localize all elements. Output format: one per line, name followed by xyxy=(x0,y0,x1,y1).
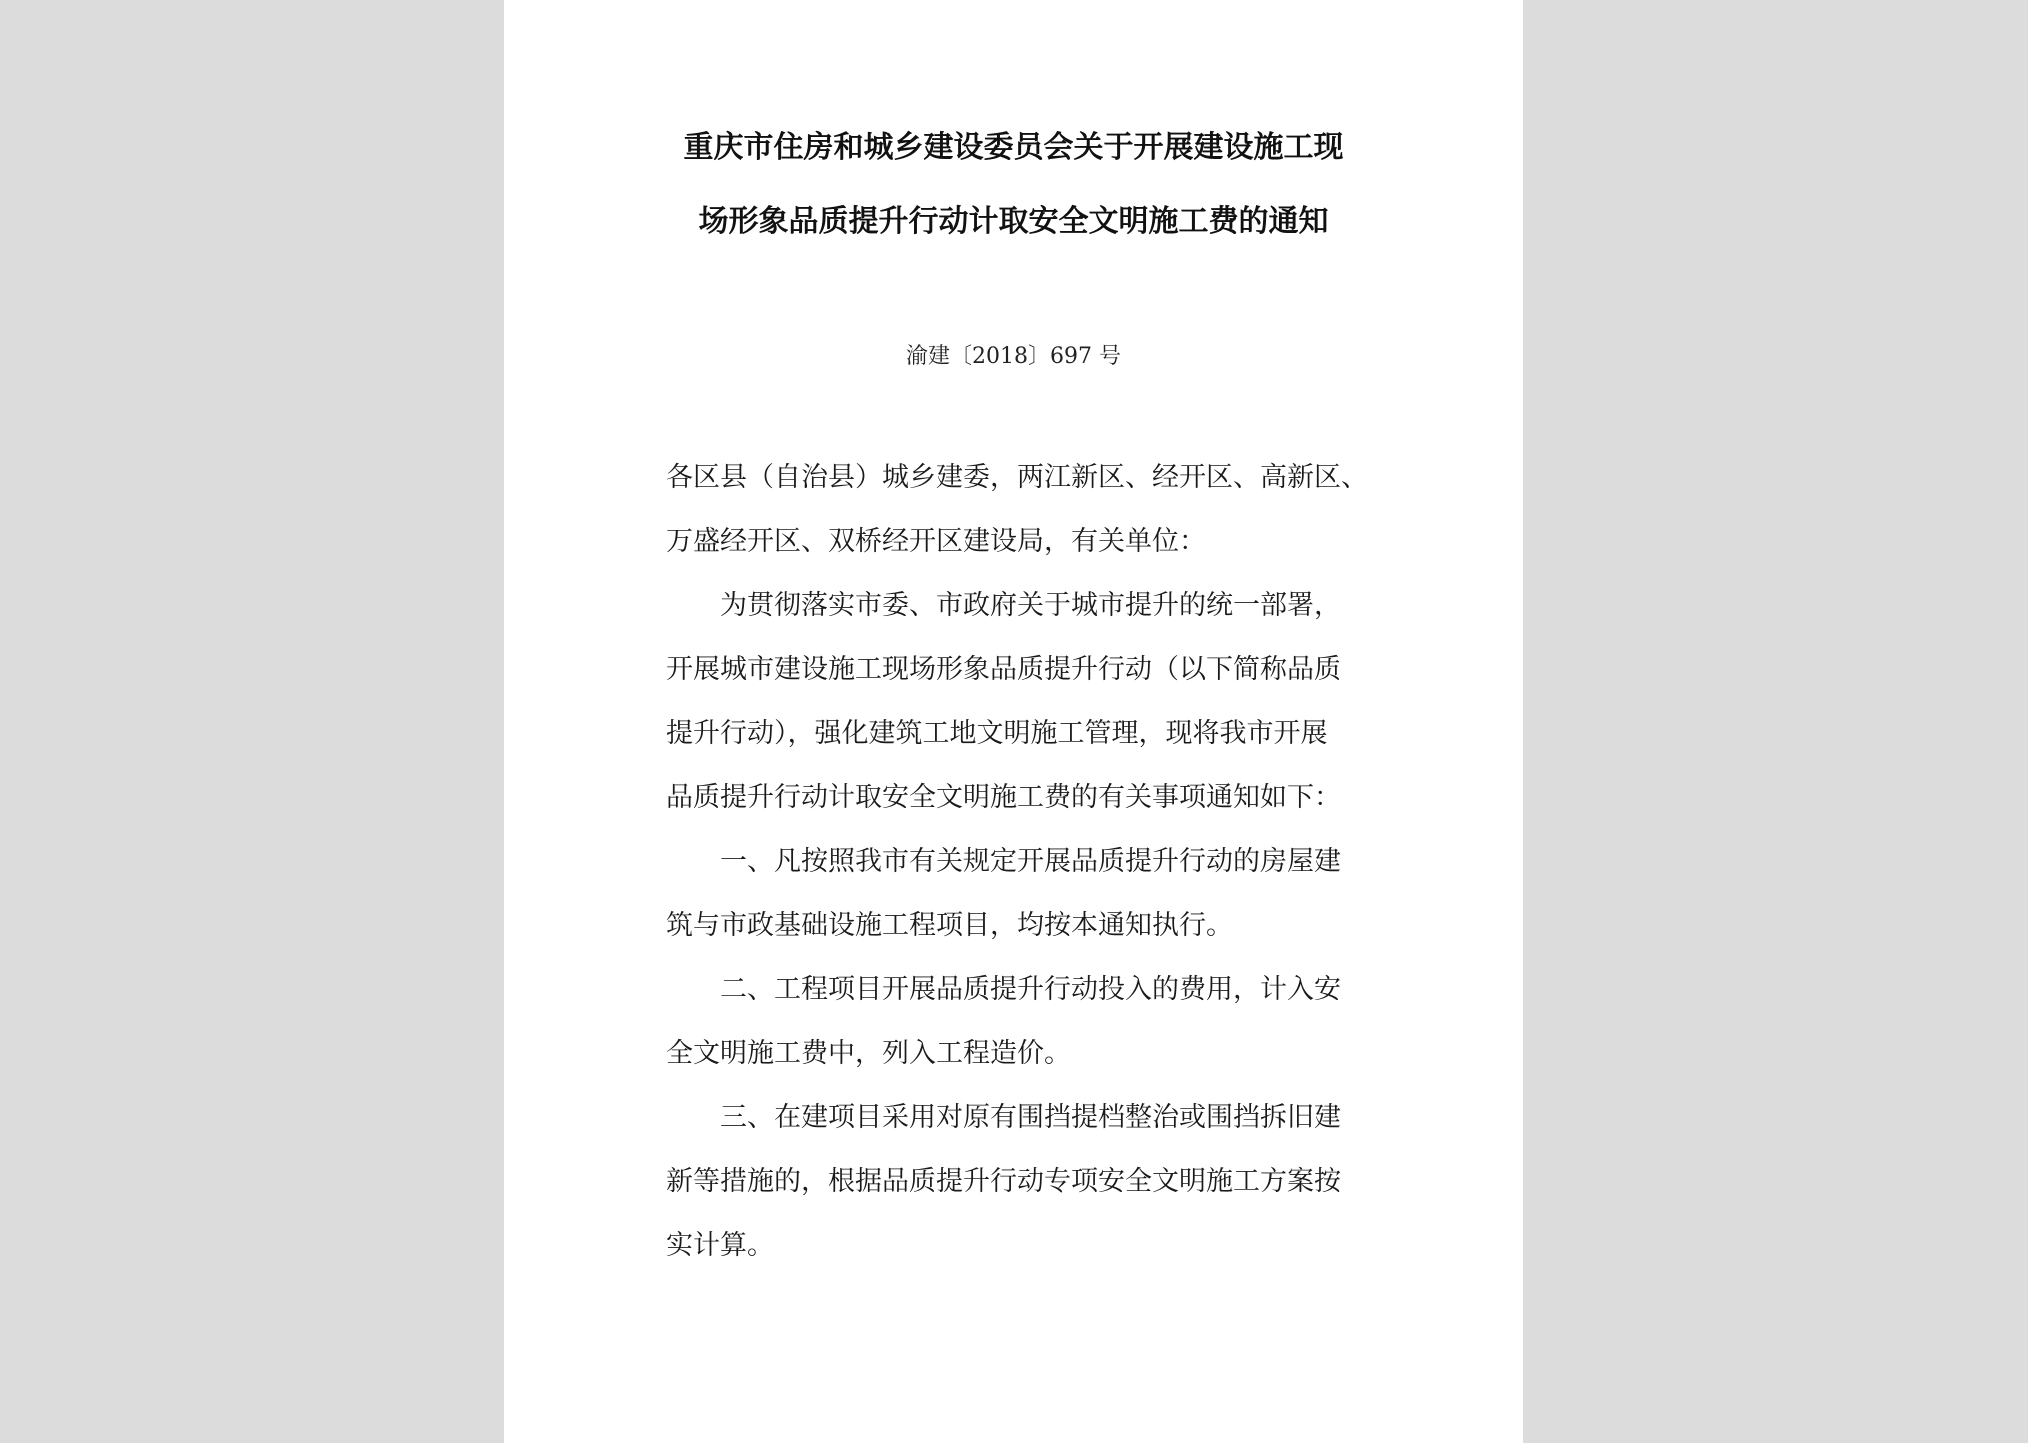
item3-line-2: 新等措施的，根据品质提升行动专项安全文明施工方案按 xyxy=(666,1166,1341,1197)
document-title-line-1: 重庆市住房和城乡建设委员会关于开展建设施工现 xyxy=(683,130,1344,165)
item2-line-2: 全文明施工费中，列入工程造价。 xyxy=(666,1038,1071,1069)
item3-line-1: 三、在建项目采用对原有围挡提档整治或围挡拆旧建 xyxy=(720,1102,1341,1133)
document-number: 渝建〔2018〕697 号 xyxy=(906,344,1121,369)
addressee-line-2: 万盛经开区、双桥经开区建设局，有关单位： xyxy=(666,526,1206,557)
item3-line-3: 实计算。 xyxy=(666,1230,774,1261)
intro-line-4: 品质提升行动计取安全文明施工费的有关事项通知如下： xyxy=(666,782,1341,813)
intro-line-1: 为贯彻落实市委、市政府关于城市提升的统一部署， xyxy=(720,590,1341,621)
document-title-line-2: 场形象品质提升行动计取安全文明施工费的通知 xyxy=(698,204,1329,239)
item1-line-1: 一、凡按照我市有关规定开展品质提升行动的房屋建 xyxy=(720,846,1341,877)
item2-line-1: 二、工程项目开展品质提升行动投入的费用，计入安 xyxy=(720,974,1341,1005)
addressee-line-1: 各区县（自治县）城乡建委，两江新区、经开区、高新区、 xyxy=(666,462,1368,493)
document-page xyxy=(504,0,1523,1443)
intro-line-3: 提升行动），强化建筑工地文明施工管理，现将我市开展 xyxy=(666,718,1328,749)
intro-line-2: 开展城市建设施工现场形象品质提升行动（以下简称品质 xyxy=(666,654,1341,685)
item1-line-2: 筑与市政基础设施工程项目，均按本通知执行。 xyxy=(666,910,1233,941)
